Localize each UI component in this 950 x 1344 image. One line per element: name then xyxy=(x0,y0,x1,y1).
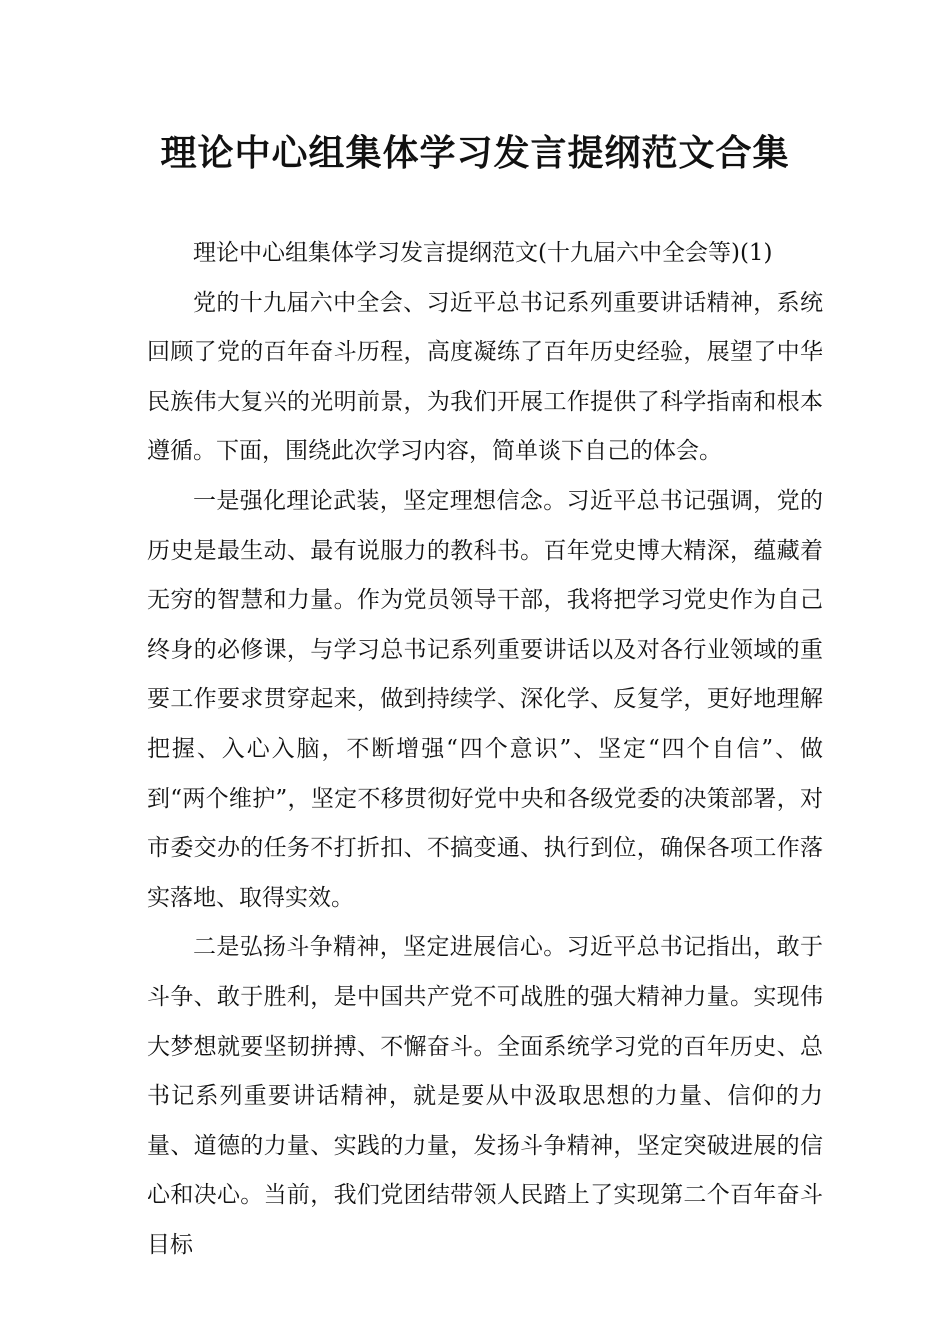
paragraph-point-one: 一是强化理论武装，坚定理想信念。习近平总书记强调，党的历史是最生动、最有说服力的教科书。百年党史博大精深，蕴藏着无穷的智慧和力量。作为党员领导干部，我将把学习党史作为自己终身的必修课，与学习总书记系列重要讲话以及对各行业领域的重要工作要求贯穿起来，做到持续学、深化学、反复学，更好地理解把握、入心入脑，不断增强“四个意识”、坚定“四个自信”、做到“两个维护”，坚定不移贯彻好党中央和各级党委的决策部署，对市委交办的任务不打折扣、不搞变通、执行到位，确保各项工作落实落地、取得实效。 xyxy=(147,487,823,911)
document-title: 理论中心组集体学习发言提纲范文合集 xyxy=(160,133,790,174)
document-body xyxy=(147,229,823,1270)
paragraph-point-two: 二是弘扬斗争精神，坚定进展信心。习近平总书记指出，敢于斗争、敢于胜利，是中国共产党不可战胜的强大精神力量。实现伟大梦想就要坚韧拼搏、不懈奋斗。全面系统学习党的百年历史、总书记系列重要讲话精神，就是要从中汲取思想的力量、信仰的力量、道德的力量、实践的力量，发扬斗争精神，坚定突破进展的信心和决心。当前，我们党团结带领人民踏上了实现第二个百年奋斗目标 xyxy=(147,934,823,1258)
paragraph-intro: 党的十九届六中全会、习近平总书记系列重要讲话精神，系统回顾了党的百年奋斗历程，高度凝练了百年历史经验，展望了中华民族伟大复兴的光明前景，为我们开展工作提供了科学指南和根本遵循。下面，围绕此次学习内容，简单谈下自己的体会。 xyxy=(147,289,823,465)
document-subtitle: 理论中心组集体学习发言提纲范文(十九届六中全会等)(1) xyxy=(193,240,773,266)
